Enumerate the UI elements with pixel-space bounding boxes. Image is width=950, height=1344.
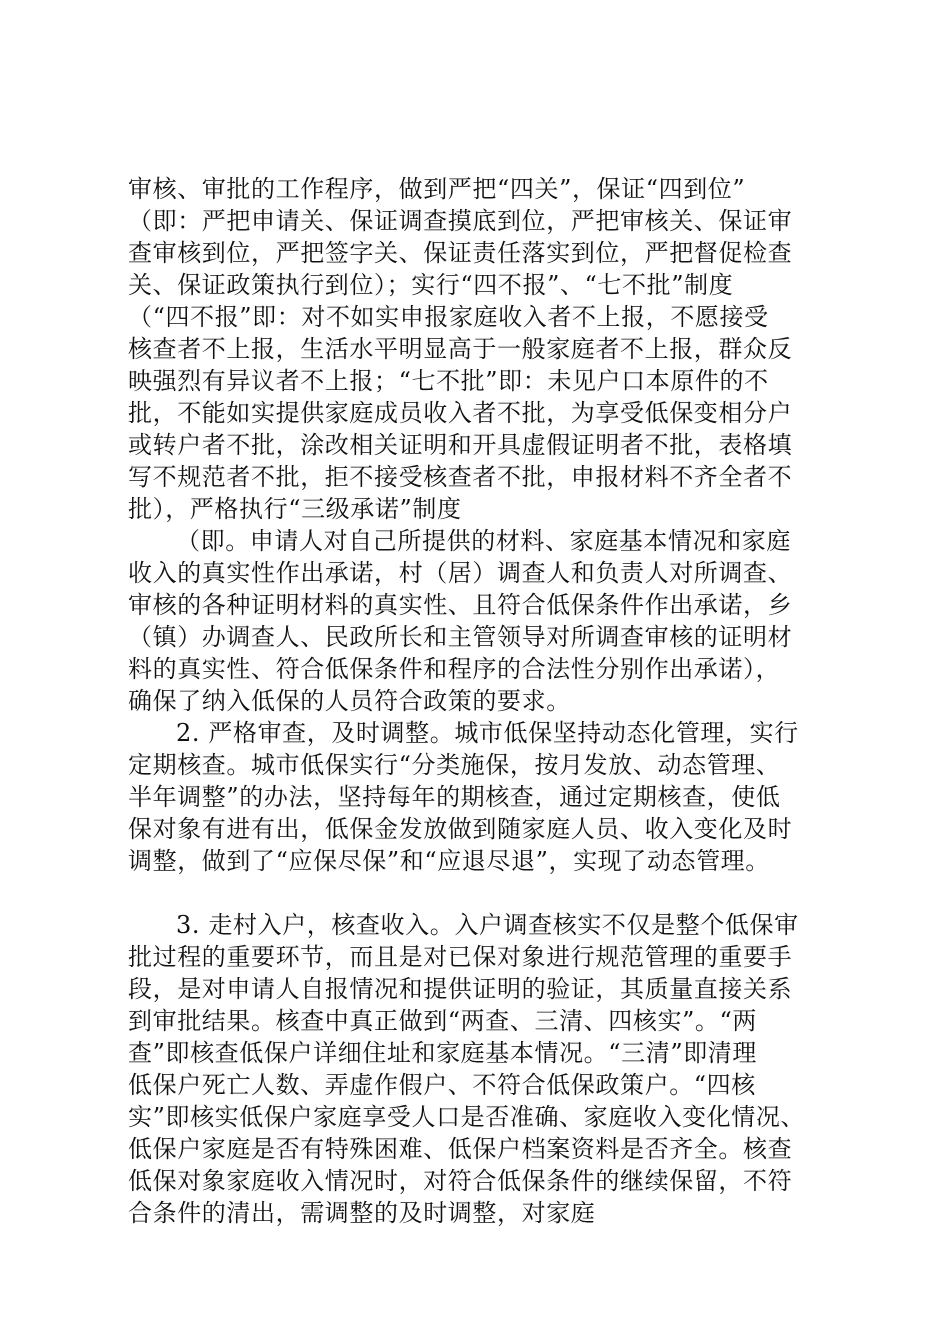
body-text — [128, 173, 838, 1229]
text-line: 定期核查。城市低保实行“分类施保，按月发放、动态管理、 — [128, 751, 781, 779]
text-line: 批，不能如实提供家庭成员收入者不批，为享受低保变相分户 — [128, 399, 793, 427]
text-line: 或转户者不批，涂改相关证明和开具虚假证明者不批，表格填 — [128, 431, 793, 459]
text-line: 低保对象家庭收入情况时，对符合低保条件的继续保留，不符 — [128, 1167, 793, 1195]
text-line: 批过程的重要环节，而且是对已保对象进行规范管理的重要手 — [128, 943, 793, 971]
text-line: 查审核到位，严把签字关、保证责任落实到位，严把督促检查 — [128, 239, 793, 267]
text-line: （即：严把申请关、保证调查摸底到位，严把审核关、保证审 — [128, 207, 793, 235]
text-line: 审核、审批的工作程序，做到严把“四关”，保证“四到位” — [128, 175, 746, 203]
text-line: 保对象有进有出，低保金发放做到随家庭人员、收入变化及时 — [128, 815, 793, 843]
text-line: 半年调整”的办法，坚持每年的期核查，通过定期核查，使低 — [128, 783, 781, 811]
text-line: 低保户家庭是否有特殊困难、低保户档案资料是否齐全。核查 — [128, 1135, 793, 1163]
text-line: 低保户死亡人数、弄虚作假户、不符合低保政策户。“四核 — [128, 1071, 756, 1099]
text-line: 核查者不上报，生活水平明显高于一般家庭者不上报，群众反 — [128, 335, 793, 363]
text-line: 合条件的清出，需调整的及时调整，对家庭 — [128, 1199, 596, 1227]
text-line: 批），严格执行“三级承诺”制度 — [128, 495, 462, 523]
text-line: 查”即核查低保户详细住址和家庭基本情况。“三清”即清理 — [128, 1039, 758, 1067]
text-line: （“四不报”即：对不如实申报家庭收入者不上报，不愿接受 — [128, 303, 769, 331]
text-line: 到审批结果。核查中真正做到“两查、三清、四核实”。“两 — [128, 1007, 758, 1035]
text-line: 收入的真实性作出承诺，村（居）调查人和负责人对所调查、 — [128, 559, 793, 587]
text-line: 调整，做到了“应保尽保”和“应退尽退”，实现了动态管理。 — [128, 847, 770, 875]
text-line: （即。申请人对自己所提供的材料、家庭基本情况和家庭 — [176, 527, 791, 555]
text-line: 料的真实性、符合低保条件和程序的合法性分别作出承诺）， — [128, 655, 781, 683]
text-line: （镇）办调查人、民政所长和主管领导对所调查审核的证明材 — [128, 623, 793, 651]
text-line: 段，是对申请人自报情况和提供证明的验证，其质量直接关系 — [128, 975, 793, 1003]
text-line: 3. 走村入户，核查收入。入户调查核实不仅是整个低保审 — [176, 911, 799, 939]
text-line: 映强烈有异议者不上报；“七不批”即：未见户口本原件的不 — [128, 367, 769, 395]
text-line: 关、保证政策执行到位）；实行“四不报”、“七不批”制度 — [128, 271, 734, 299]
text-line: 写不规范者不批，拒不接受核查者不批，申报材料不齐全者不 — [128, 463, 793, 491]
text-line: 2. 严格审查，及时调整。城市低保坚持动态化管理，实行 — [176, 719, 799, 747]
text-line: 实”即核实低保户家庭享受人口是否准确、家庭收入变化情况、 — [128, 1103, 806, 1131]
paragraph-gap — [128, 877, 838, 909]
text-line: 确保了纳入低保的人员符合政策的要求。 — [128, 687, 571, 715]
text-line: 审核的各种证明材料的真实性、且符合低保条件作出承诺，乡 — [128, 591, 793, 619]
